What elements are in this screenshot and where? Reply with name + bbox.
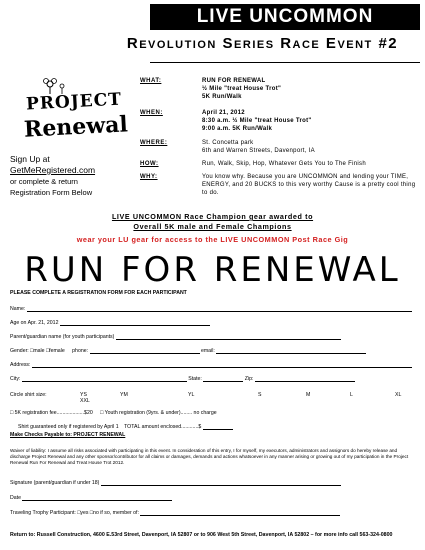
signup-block <box>10 154 145 198</box>
where-value: St. Concetta park 6th and Warren Streets, Davenport, IA <box>202 140 315 154</box>
return-address: Return to: Russell Construction, 4600 E.53rd Street, Davenport, IA 52807 or to 906 West 5th Street, Davenport, IA 52802 – for more info call 563-324-0800 <box>10 532 393 538</box>
signup-line-4: Registration Form Below <box>10 188 93 197</box>
gender-row <box>10 348 415 354</box>
total-label: TOTAL amount enclosed............$ <box>124 424 202 430</box>
zip-label: Zip: <box>244 376 254 382</box>
trophy-label[interactable]: Traveling Trophy Participant: □yes □no if so, member of: <box>10 510 139 516</box>
info-what <box>140 77 425 103</box>
why-label: WHY: <box>140 174 158 180</box>
info-how <box>140 160 425 169</box>
total-row <box>10 424 415 430</box>
address-row <box>10 362 415 368</box>
date-label: Date <box>10 495 21 501</box>
state-label: State: <box>188 376 202 382</box>
project-renewal-logo <box>10 74 130 164</box>
where-label: WHERE: <box>140 140 168 146</box>
parent-row <box>10 334 415 340</box>
date-row <box>10 495 415 501</box>
when-value: April 21, 2012 8:30 a.m. ½ Mile "treat House Trot" 9:00 a.m. 5K Run/Walk <box>202 110 312 132</box>
signup-link[interactable]: GetMeRegistered.com <box>10 165 96 175</box>
checks-payable: Make Checks Payable to: PROJECT RENEWAL <box>10 432 126 438</box>
parent-field[interactable] <box>116 334 341 340</box>
fee-5k-option[interactable]: □ 5K registration fee...................$20 <box>10 410 93 416</box>
email-label: email: <box>200 348 215 354</box>
event-title-banner: LIVE UNCOMMON <box>150 4 420 30</box>
parent-label: Parent/guardian name (for youth participants) <box>10 334 115 340</box>
name-row <box>10 306 415 312</box>
waiver-text: Waiver of liability: I assume all risks associated with participating in this event. In consideration of this entry, I for myself, my executors, administrators and assignors do hereby release and discharge Project Renewal and any other sponsor/contributor for all claims or damages, demands and actions whatsoever in any manner arising or growing out of my participation in the Project Renewal Run For Renewal and Treat House Trot 2012. <box>10 448 409 465</box>
info-why <box>140 173 425 199</box>
trophy-member-field[interactable] <box>140 510 340 516</box>
fee-youth-option[interactable]: □ Youth registration (9yrs. & under)........ no charge <box>100 410 217 416</box>
signup-line-1: Sign Up at <box>10 154 50 164</box>
size-ys[interactable]: YS <box>80 392 87 398</box>
city-row <box>10 376 415 382</box>
shirt-size-row <box>10 392 415 406</box>
phone-label: phone: <box>72 348 89 354</box>
signup-line-3: or complete & return <box>10 177 78 186</box>
size-xl[interactable]: XL <box>395 392 402 398</box>
form-instructions: PLEASE COMPLETE A REGISTRATION FORM FOR EACH PARTICIPANT <box>10 290 187 296</box>
logo-line-1: PROJECT <box>25 89 123 115</box>
city-field[interactable] <box>22 376 187 382</box>
what-label: WHAT: <box>140 78 162 84</box>
size-s[interactable]: S <box>258 392 262 398</box>
address-field[interactable] <box>32 362 412 368</box>
fee-row <box>10 410 415 416</box>
state-field[interactable] <box>203 376 243 382</box>
signature-label: Signature (parent/guardian if under 18) <box>10 480 100 486</box>
how-value: Run, Walk, Skip, Hop, Whatever Gets You to The Finish <box>202 161 366 167</box>
signature-row <box>10 480 415 486</box>
signature-field[interactable] <box>101 480 341 486</box>
age-row <box>10 320 415 326</box>
shirt-size-label: Circle shirt size: <box>10 392 47 398</box>
logo-line-2: Renewal <box>23 111 129 143</box>
age-field[interactable] <box>60 320 210 326</box>
size-yl[interactable]: YL <box>188 392 195 398</box>
why-value: You know why. Because you are UNCOMMON and lending your TIME, ENERGY, and 20 BUCKS to this very worthy Cause is a pretty cool thing to do. <box>202 174 416 196</box>
banner1-line-1: LIVE UNCOMMON Race Champion gear awarded to <box>111 212 314 221</box>
when-label: WHEN: <box>140 110 163 116</box>
size-ym[interactable]: YM <box>120 392 128 398</box>
size-m[interactable]: M <box>306 392 311 398</box>
size-xxl[interactable]: XXL <box>80 398 90 404</box>
how-label: HOW: <box>140 161 159 167</box>
post-race-gig-banner: wear your LU gear for access to the LIVE UNCOMMON Post Race Gig <box>76 235 349 244</box>
age-label: Age on Apr. 21, 2012 <box>10 320 59 326</box>
address-label: Address: <box>10 362 31 368</box>
zip-field[interactable] <box>255 376 355 382</box>
size-l[interactable]: L <box>350 392 353 398</box>
total-field[interactable] <box>203 424 233 430</box>
date-field[interactable] <box>22 495 172 501</box>
email-field[interactable] <box>216 348 366 354</box>
run-for-renewal-title: RUN FOR RENEWAL <box>24 250 401 290</box>
name-field[interactable] <box>27 306 412 312</box>
what-value: RUN FOR RENEWAL ½ Mile "treat House Trot" 5K Run/Walk <box>202 78 282 100</box>
info-where <box>140 139 425 157</box>
gender-label[interactable]: Gender: □male □female <box>10 348 65 354</box>
trophy-row <box>10 510 415 516</box>
banner1-line-2: Overall 5K male and Female Champions <box>133 222 292 231</box>
header-divider <box>150 62 420 63</box>
phone-field[interactable] <box>90 348 200 354</box>
champion-gear-banner <box>20 212 405 232</box>
name-label: Name: <box>10 306 26 312</box>
shirt-guarantee-text: Shirt guaranteed only if registered by April 1 <box>18 424 119 430</box>
info-when <box>140 109 425 135</box>
event-subtitle: Revolution Series Race Event #2 <box>126 35 399 52</box>
city-label: City: <box>10 376 21 382</box>
